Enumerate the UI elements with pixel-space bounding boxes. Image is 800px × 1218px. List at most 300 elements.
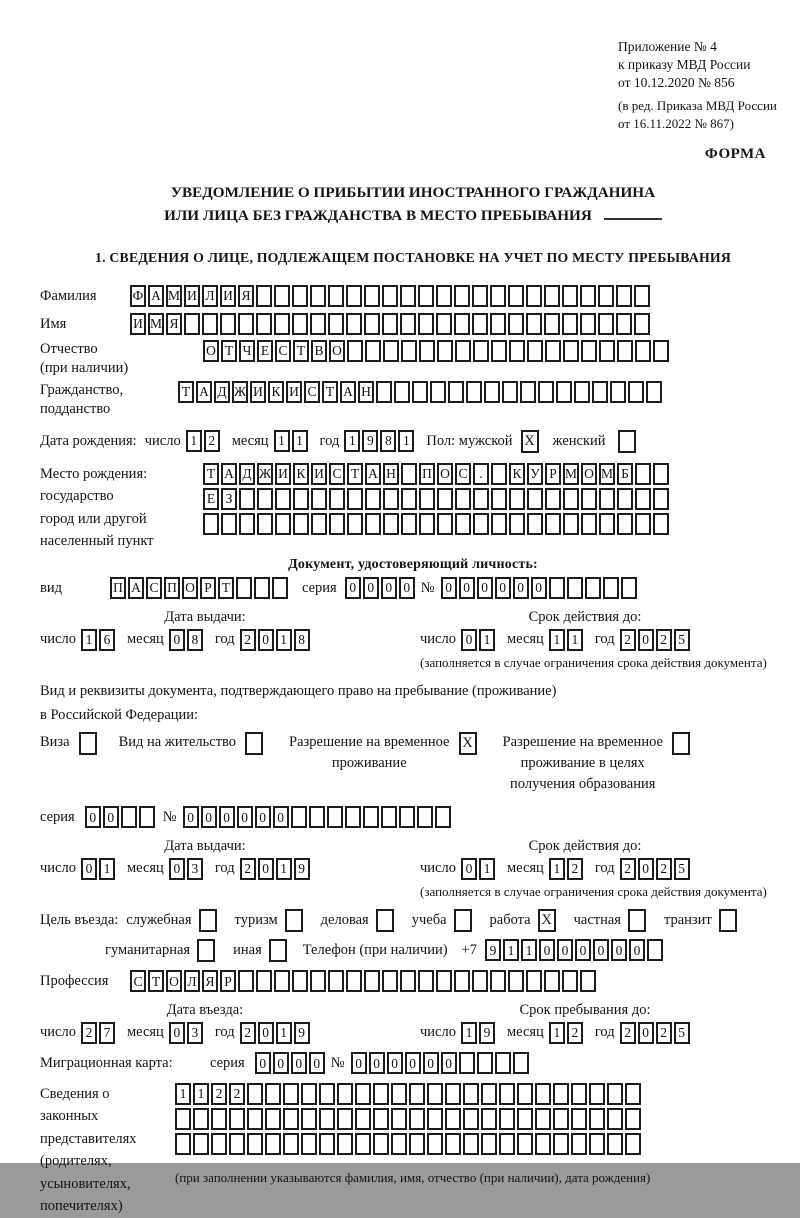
char-cell[interactable]: Д [239, 463, 255, 485]
char-cell[interactable] [592, 381, 608, 403]
char-cell[interactable] [327, 806, 343, 828]
char-cell[interactable] [355, 1083, 371, 1105]
char-cell[interactable] [310, 970, 326, 992]
char-cell[interactable]: 1 [503, 939, 519, 961]
option-checkbox[interactable] [197, 939, 215, 962]
char-cell[interactable] [401, 463, 417, 485]
char-cell[interactable]: А [365, 463, 381, 485]
option-checkbox[interactable] [628, 909, 646, 932]
char-cell[interactable]: Р [220, 970, 236, 992]
char-cell[interactable] [490, 970, 506, 992]
char-cell[interactable] [526, 970, 542, 992]
char-cell[interactable] [292, 313, 308, 335]
char-cell[interactable] [647, 939, 663, 961]
year-cell[interactable]: 9 [362, 430, 378, 452]
char-cell[interactable] [211, 1108, 227, 1130]
char-cell[interactable] [581, 340, 597, 362]
char-cell[interactable] [509, 513, 525, 535]
char-cell[interactable] [607, 1108, 623, 1130]
char-cell[interactable] [549, 577, 565, 599]
char-cell[interactable]: Д [214, 381, 230, 403]
char-cell[interactable]: 1 [521, 939, 537, 961]
month-cell[interactable]: 0 [169, 1022, 185, 1044]
char-cell[interactable] [553, 1083, 569, 1105]
char-cell[interactable] [292, 285, 308, 307]
char-cell[interactable]: 0 [363, 577, 379, 599]
char-cell[interactable] [490, 285, 506, 307]
char-cell[interactable] [599, 513, 615, 535]
char-cell[interactable] [382, 285, 398, 307]
char-cell[interactable] [381, 806, 397, 828]
char-cell[interactable] [229, 1133, 245, 1155]
char-cell[interactable]: О [182, 577, 198, 599]
char-cell[interactable] [329, 513, 345, 535]
char-cell[interactable] [409, 1083, 425, 1105]
year-cell[interactable]: 8 [380, 430, 396, 452]
char-cell[interactable] [427, 1083, 443, 1105]
char-cell[interactable]: Б [617, 463, 633, 485]
char-cell[interactable] [653, 513, 669, 535]
char-cell[interactable]: О [203, 340, 219, 362]
char-cell[interactable]: И [184, 285, 200, 307]
char-cell[interactable] [625, 1133, 641, 1155]
char-cell[interactable]: И [311, 463, 327, 485]
char-cell[interactable]: У [527, 463, 543, 485]
char-cell[interactable] [274, 285, 290, 307]
year-cell[interactable]: 2 [656, 1022, 672, 1044]
char-cell[interactable] [598, 285, 614, 307]
char-cell[interactable]: А [148, 285, 164, 307]
char-cell[interactable] [283, 1083, 299, 1105]
char-cell[interactable]: П [419, 463, 435, 485]
char-cell[interactable] [364, 285, 380, 307]
char-cell[interactable]: 0 [405, 1052, 421, 1074]
year-cell[interactable]: 0 [638, 858, 654, 880]
char-cell[interactable] [383, 488, 399, 510]
year-cell[interactable]: 2 [620, 1022, 636, 1044]
char-cell[interactable]: О [437, 463, 453, 485]
sex-male-checkbox[interactable]: X [521, 430, 539, 453]
char-cell[interactable] [193, 1108, 209, 1130]
char-cell[interactable] [329, 488, 345, 510]
day-cell[interactable]: 1 [81, 629, 97, 651]
char-cell[interactable] [293, 513, 309, 535]
char-cell[interactable] [256, 285, 272, 307]
char-cell[interactable] [544, 970, 560, 992]
char-cell[interactable] [328, 313, 344, 335]
char-cell[interactable] [455, 340, 471, 362]
char-cell[interactable] [319, 1108, 335, 1130]
char-cell[interactable] [535, 1133, 551, 1155]
char-cell[interactable] [617, 513, 633, 535]
char-cell[interactable]: Т [347, 463, 363, 485]
char-cell[interactable] [491, 463, 507, 485]
char-cell[interactable] [448, 381, 464, 403]
char-cell[interactable] [373, 1108, 389, 1130]
char-cell[interactable] [418, 970, 434, 992]
char-cell[interactable] [272, 577, 288, 599]
char-cell[interactable] [580, 285, 596, 307]
char-cell[interactable] [311, 513, 327, 535]
year-cell[interactable]: 0 [258, 629, 274, 651]
char-cell[interactable] [571, 1083, 587, 1105]
char-cell[interactable] [556, 381, 572, 403]
char-cell[interactable] [463, 1083, 479, 1105]
char-cell[interactable] [376, 381, 392, 403]
visa-checkbox[interactable] [79, 732, 97, 755]
char-cell[interactable] [355, 1108, 371, 1130]
char-cell[interactable] [121, 806, 137, 828]
char-cell[interactable] [265, 1083, 281, 1105]
char-cell[interactable] [463, 1133, 479, 1155]
char-cell[interactable]: Р [545, 463, 561, 485]
char-cell[interactable] [553, 1108, 569, 1130]
residence-permit-checkbox[interactable] [245, 732, 263, 755]
month-cell[interactable]: 1 [549, 629, 565, 651]
char-cell[interactable] [256, 970, 272, 992]
char-cell[interactable] [628, 381, 644, 403]
char-cell[interactable] [589, 1108, 605, 1130]
char-cell[interactable] [427, 1133, 443, 1155]
month-cell[interactable]: 1 [549, 858, 565, 880]
char-cell[interactable] [292, 970, 308, 992]
char-cell[interactable] [436, 970, 452, 992]
char-cell[interactable] [454, 313, 470, 335]
char-cell[interactable] [347, 340, 363, 362]
char-cell[interactable]: С [146, 577, 162, 599]
char-cell[interactable] [635, 488, 651, 510]
char-cell[interactable]: Я [202, 970, 218, 992]
char-cell[interactable] [383, 340, 399, 362]
char-cell[interactable] [310, 313, 326, 335]
option-checkbox[interactable] [199, 909, 217, 932]
char-cell[interactable] [301, 1083, 317, 1105]
char-cell[interactable] [562, 313, 578, 335]
char-cell[interactable] [437, 488, 453, 510]
char-cell[interactable]: А [196, 381, 212, 403]
char-cell[interactable] [301, 1133, 317, 1155]
char-cell[interactable] [517, 1083, 533, 1105]
char-cell[interactable] [236, 577, 252, 599]
char-cell[interactable] [646, 381, 662, 403]
char-cell[interactable] [265, 1108, 281, 1130]
char-cell[interactable]: З [221, 488, 237, 510]
day-cell[interactable]: 1 [479, 858, 495, 880]
char-cell[interactable] [490, 313, 506, 335]
char-cell[interactable]: П [164, 577, 180, 599]
char-cell[interactable] [435, 806, 451, 828]
char-cell[interactable]: 0 [103, 806, 119, 828]
char-cell[interactable] [567, 577, 583, 599]
char-cell[interactable]: 0 [557, 939, 573, 961]
char-cell[interactable]: О [581, 463, 597, 485]
char-cell[interactable] [257, 513, 273, 535]
char-cell[interactable] [391, 1108, 407, 1130]
char-cell[interactable] [418, 285, 434, 307]
char-cell[interactable] [382, 970, 398, 992]
char-cell[interactable] [454, 970, 470, 992]
char-cell[interactable] [365, 513, 381, 535]
day-cell[interactable]: 0 [461, 858, 477, 880]
char-cell[interactable]: Т [293, 340, 309, 362]
year-cell[interactable]: 2 [656, 629, 672, 651]
char-cell[interactable]: 0 [495, 577, 511, 599]
char-cell[interactable]: М [148, 313, 164, 335]
option-checkbox[interactable]: X [538, 909, 556, 932]
month-cell[interactable]: 3 [187, 1022, 203, 1044]
day-cell[interactable]: 1 [479, 629, 495, 651]
char-cell[interactable]: М [166, 285, 182, 307]
char-cell[interactable]: 0 [441, 577, 457, 599]
year-cell[interactable]: 2 [240, 629, 256, 651]
char-cell[interactable]: 0 [459, 577, 475, 599]
char-cell[interactable]: О [166, 970, 182, 992]
char-cell[interactable]: В [311, 340, 327, 362]
char-cell[interactable]: Ф [130, 285, 146, 307]
char-cell[interactable] [526, 285, 542, 307]
char-cell[interactable] [580, 313, 596, 335]
char-cell[interactable]: Ч [239, 340, 255, 362]
char-cell[interactable]: Л [202, 285, 218, 307]
year-cell[interactable]: 0 [638, 1022, 654, 1044]
char-cell[interactable] [238, 970, 254, 992]
char-cell[interactable] [589, 1083, 605, 1105]
char-cell[interactable] [571, 1108, 587, 1130]
char-cell[interactable] [509, 488, 525, 510]
char-cell[interactable] [256, 313, 272, 335]
char-cell[interactable] [580, 970, 596, 992]
day-cell[interactable]: 0 [81, 858, 97, 880]
char-cell[interactable] [291, 806, 307, 828]
char-cell[interactable]: К [268, 381, 284, 403]
char-cell[interactable]: Е [203, 488, 219, 510]
char-cell[interactable] [563, 340, 579, 362]
char-cell[interactable] [364, 970, 380, 992]
char-cell[interactable] [309, 806, 325, 828]
char-cell[interactable] [399, 806, 415, 828]
char-cell[interactable] [247, 1108, 263, 1130]
char-cell[interactable]: С [455, 463, 471, 485]
char-cell[interactable] [653, 463, 669, 485]
year-cell[interactable]: 9 [294, 1022, 310, 1044]
char-cell[interactable]: М [563, 463, 579, 485]
char-cell[interactable] [508, 285, 524, 307]
char-cell[interactable] [365, 488, 381, 510]
char-cell[interactable] [274, 970, 290, 992]
char-cell[interactable] [364, 313, 380, 335]
month-cell[interactable]: 0 [169, 629, 185, 651]
char-cell[interactable] [491, 488, 507, 510]
char-cell[interactable] [337, 1108, 353, 1130]
char-cell[interactable] [254, 577, 270, 599]
month-cell[interactable]: 1 [549, 1022, 565, 1044]
char-cell[interactable] [635, 513, 651, 535]
char-cell[interactable]: 0 [593, 939, 609, 961]
year-cell[interactable]: 2 [656, 858, 672, 880]
char-cell[interactable]: 1 [175, 1083, 191, 1105]
char-cell[interactable] [445, 1083, 461, 1105]
char-cell[interactable] [509, 340, 525, 362]
char-cell[interactable] [274, 313, 290, 335]
year-cell[interactable]: 2 [240, 1022, 256, 1044]
char-cell[interactable]: Р [200, 577, 216, 599]
day-cell[interactable]: 1 [186, 430, 202, 452]
day-cell[interactable]: 1 [99, 858, 115, 880]
char-cell[interactable]: 0 [629, 939, 645, 961]
char-cell[interactable]: А [340, 381, 356, 403]
char-cell[interactable]: 9 [485, 939, 501, 961]
char-cell[interactable]: Т [148, 970, 164, 992]
day-cell[interactable]: 9 [479, 1022, 495, 1044]
char-cell[interactable]: 0 [291, 1052, 307, 1074]
char-cell[interactable]: К [509, 463, 525, 485]
char-cell[interactable] [508, 313, 524, 335]
char-cell[interactable]: И [286, 381, 302, 403]
month-cell[interactable]: 1 [567, 629, 583, 651]
char-cell[interactable]: 0 [255, 806, 271, 828]
char-cell[interactable]: 0 [575, 939, 591, 961]
year-cell[interactable]: 0 [638, 629, 654, 651]
char-cell[interactable] [445, 1108, 461, 1130]
char-cell[interactable]: 0 [539, 939, 555, 961]
char-cell[interactable] [598, 313, 614, 335]
char-cell[interactable]: 0 [399, 577, 415, 599]
char-cell[interactable]: 0 [255, 1052, 271, 1074]
char-cell[interactable]: 0 [345, 577, 361, 599]
char-cell[interactable] [347, 488, 363, 510]
char-cell[interactable] [247, 1133, 263, 1155]
char-cell[interactable] [653, 340, 669, 362]
char-cell[interactable] [472, 285, 488, 307]
char-cell[interactable] [607, 1133, 623, 1155]
char-cell[interactable] [347, 513, 363, 535]
char-cell[interactable] [491, 513, 507, 535]
year-cell[interactable]: 5 [674, 1022, 690, 1044]
char-cell[interactable] [401, 340, 417, 362]
char-cell[interactable] [581, 513, 597, 535]
year-cell[interactable]: 0 [258, 1022, 274, 1044]
char-cell[interactable] [477, 1052, 493, 1074]
char-cell[interactable] [585, 577, 601, 599]
char-cell[interactable] [394, 381, 410, 403]
char-cell[interactable] [527, 513, 543, 535]
char-cell[interactable] [517, 1133, 533, 1155]
char-cell[interactable]: И [275, 463, 291, 485]
char-cell[interactable] [257, 488, 273, 510]
char-cell[interactable]: 2 [211, 1083, 227, 1105]
char-cell[interactable] [412, 381, 428, 403]
char-cell[interactable] [481, 1133, 497, 1155]
char-cell[interactable] [472, 970, 488, 992]
char-cell[interactable]: . [473, 463, 489, 485]
option-checkbox[interactable] [269, 939, 287, 962]
char-cell[interactable]: А [128, 577, 144, 599]
char-cell[interactable]: 0 [273, 1052, 289, 1074]
char-cell[interactable] [625, 1108, 641, 1130]
char-cell[interactable] [275, 513, 291, 535]
char-cell[interactable] [520, 381, 536, 403]
char-cell[interactable] [382, 313, 398, 335]
option-checkbox[interactable] [285, 909, 303, 932]
char-cell[interactable] [466, 381, 482, 403]
char-cell[interactable]: 1 [193, 1083, 209, 1105]
day-cell[interactable]: 2 [81, 1022, 97, 1044]
char-cell[interactable] [562, 970, 578, 992]
temp-permit-checkbox[interactable]: X [459, 732, 477, 755]
char-cell[interactable] [445, 1133, 461, 1155]
char-cell[interactable] [473, 513, 489, 535]
char-cell[interactable] [419, 340, 435, 362]
char-cell[interactable] [363, 806, 379, 828]
char-cell[interactable] [346, 970, 362, 992]
char-cell[interactable] [484, 381, 500, 403]
char-cell[interactable]: С [304, 381, 320, 403]
char-cell[interactable] [193, 1133, 209, 1155]
char-cell[interactable]: И [130, 313, 146, 335]
year-cell[interactable]: 2 [620, 629, 636, 651]
char-cell[interactable] [653, 488, 669, 510]
char-cell[interactable] [409, 1108, 425, 1130]
char-cell[interactable] [346, 285, 362, 307]
char-cell[interactable] [495, 1052, 511, 1074]
char-cell[interactable] [337, 1083, 353, 1105]
char-cell[interactable] [436, 285, 452, 307]
char-cell[interactable]: П [110, 577, 126, 599]
year-cell[interactable]: 1 [344, 430, 360, 452]
char-cell[interactable] [481, 1083, 497, 1105]
char-cell[interactable] [391, 1083, 407, 1105]
year-cell[interactable]: 1 [276, 1022, 292, 1044]
char-cell[interactable] [616, 285, 632, 307]
char-cell[interactable]: К [293, 463, 309, 485]
char-cell[interactable] [617, 488, 633, 510]
char-cell[interactable]: 0 [611, 939, 627, 961]
year-cell[interactable]: 8 [294, 629, 310, 651]
char-cell[interactable] [553, 1133, 569, 1155]
char-cell[interactable] [175, 1108, 191, 1130]
month-cell[interactable]: 8 [187, 629, 203, 651]
char-cell[interactable] [337, 1133, 353, 1155]
char-cell[interactable]: 0 [513, 577, 529, 599]
day-cell[interactable]: 2 [204, 430, 220, 452]
char-cell[interactable]: О [329, 340, 345, 362]
char-cell[interactable] [589, 1133, 605, 1155]
char-cell[interactable] [400, 970, 416, 992]
sex-female-checkbox[interactable] [618, 430, 636, 453]
day-cell[interactable]: 0 [461, 629, 477, 651]
char-cell[interactable] [527, 488, 543, 510]
year-cell[interactable]: 5 [674, 629, 690, 651]
char-cell[interactable] [527, 340, 543, 362]
char-cell[interactable] [401, 513, 417, 535]
char-cell[interactable]: 0 [477, 577, 493, 599]
char-cell[interactable] [293, 488, 309, 510]
char-cell[interactable]: Ж [257, 463, 273, 485]
char-cell[interactable]: 0 [531, 577, 547, 599]
char-cell[interactable] [427, 1108, 443, 1130]
char-cell[interactable] [401, 488, 417, 510]
char-cell[interactable] [454, 285, 470, 307]
char-cell[interactable]: 0 [183, 806, 199, 828]
char-cell[interactable]: Н [383, 463, 399, 485]
char-cell[interactable] [499, 1108, 515, 1130]
char-cell[interactable] [481, 1108, 497, 1130]
year-cell[interactable]: 5 [674, 858, 690, 880]
char-cell[interactable]: И [220, 285, 236, 307]
char-cell[interactable] [473, 488, 489, 510]
char-cell[interactable] [574, 381, 590, 403]
year-cell[interactable]: 1 [276, 858, 292, 880]
